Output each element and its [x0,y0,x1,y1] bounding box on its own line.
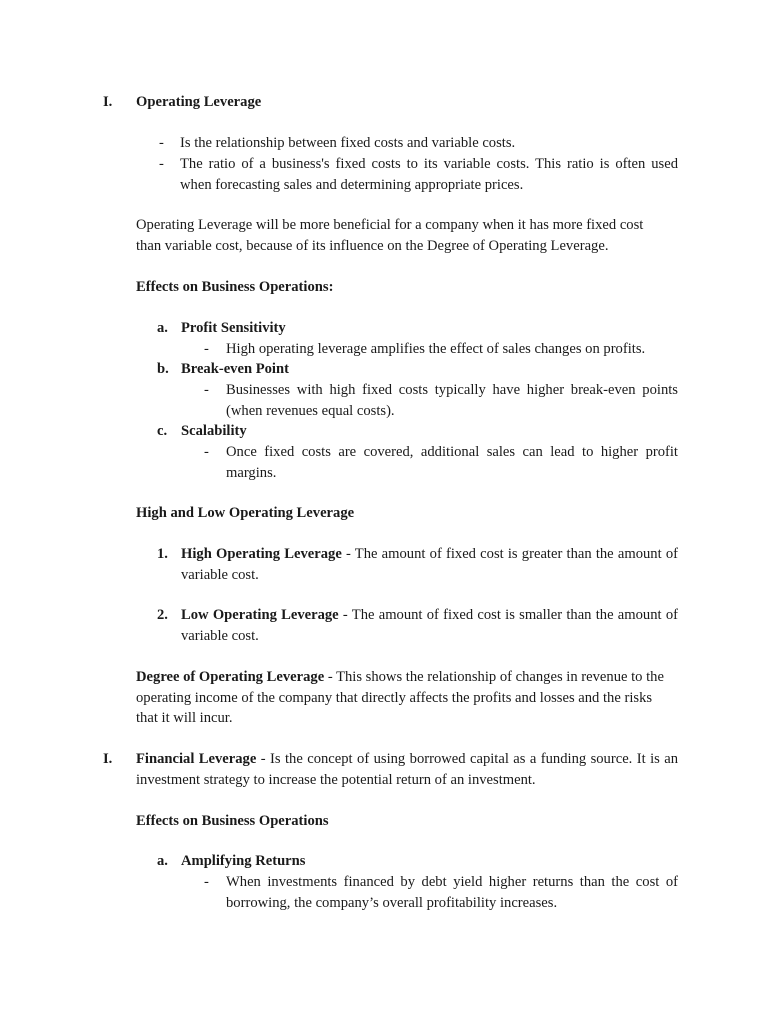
bullet-text: Is the relationship between fixed costs and variable costs. [180,135,516,151]
level-title: Low Operating Leverage [181,607,339,623]
section-numeral: I. [103,94,113,110]
bullet-item [204,872,678,913]
effects-heading: Effects on Business Operations [136,813,329,829]
bullet-item [204,339,678,360]
list-marker: 1. [157,546,168,562]
effect-detail: When investments financed by debt yield higher returns than the cost of borrowing, the company’s overall profitability increases. [226,874,678,911]
bullet-dash: - [204,444,209,460]
paragraph: Operating Leverage will be more beneficial for a company when it has more fixed cost than variable cost, because of its influence on the Degree of Operating Leverage. [136,217,644,254]
section-description: - Is the concept of using borrowed capital as a funding source. It is an investment strategy to increase the potential return of an investment. [136,751,678,788]
effect-title: Break-even Point [181,361,289,377]
bullet-dash: - [159,156,164,172]
bullet-text: The ratio of a business's fixed costs to its variable costs. This ratio is often used when forecasting sales and determining appropriate prices. [180,156,678,193]
effect-item-break-even-point [157,359,678,380]
section-title: Financial Leverage [136,751,257,767]
dol-paragraph [136,667,664,729]
effect-detail: Businesses with high fixed costs typically have higher break-even points (when revenues equal costs). [226,382,678,419]
effect-title: Profit Sensitivity [181,320,286,336]
bullet-item [204,442,678,483]
list-marker: a. [157,320,168,336]
effect-title: Scalability [181,423,247,439]
bullet-item [204,380,678,421]
level-text [181,544,678,585]
effect-item-amplifying-returns [157,851,678,872]
bullet-dash: - [204,382,209,398]
level-text [181,605,678,646]
effect-detail: Once fixed costs are covered, additional sales can lead to higher profit margins. [226,444,678,481]
bullet-dash: - [204,874,209,890]
dol-title: Degree of Operating Leverage [136,669,325,685]
level-title: High Operating Leverage [181,546,342,562]
list-marker: a. [157,853,168,869]
bullet-dash: - [204,341,209,357]
effects-heading: Effects on Business Operations: [136,279,334,295]
bullet-item [159,154,678,195]
list-marker: c. [157,423,168,439]
level-item-low [157,605,678,646]
list-marker: 2. [157,607,168,623]
effect-item-scalability [157,421,678,442]
effect-item-profit-sensitivity [157,318,678,339]
bullet-item [159,133,678,154]
high-low-heading: High and Low Operating Leverage [136,505,355,521]
dol-text: - This shows the relationship of changes in revenue to the operating income of the company that directly affects the profits and losses and the risks that it will incur. [136,669,664,726]
level-description: - The amount of fixed cost is smaller than the amount of variable cost. [181,607,678,644]
financial-leverage-paragraph [136,749,678,790]
bullet-dash: - [159,135,164,151]
section-numeral: I. [103,751,113,767]
list-marker: b. [157,361,169,377]
effect-title: Amplifying Returns [181,853,306,869]
level-description: - The amount of fixed cost is greater than the amount of variable cost. [181,546,678,583]
level-item-high [157,544,678,585]
section-title: Operating Leverage [136,94,262,110]
effect-detail: High operating leverage amplifies the effect of sales changes on profits. [226,341,646,357]
